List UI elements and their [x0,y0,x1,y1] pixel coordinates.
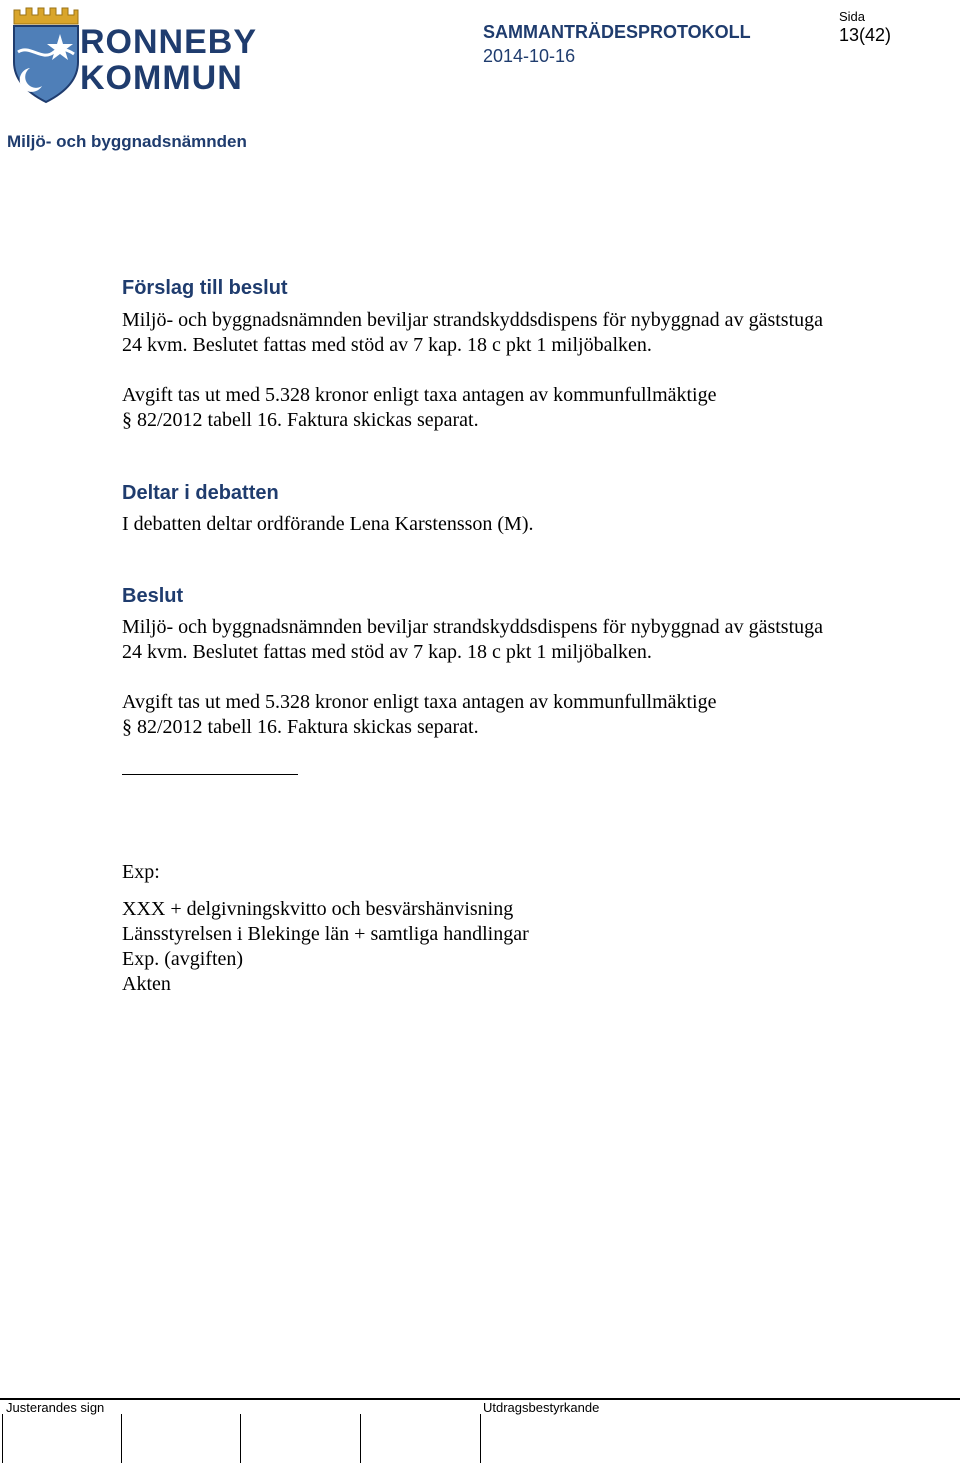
decision-fee-ref: § 82/2012 tabell 16. Faktura skickas separat. [122,716,479,738]
signature-box-divider [480,1414,481,1463]
signature-box-divider [121,1414,122,1463]
footer-rule [0,1398,960,1400]
signature-box-divider [240,1414,241,1463]
proposal-line: 24 kvm. Beslutet fattas med stöd av 7 kap. 18 c pkt 1 miljöbalken. [122,334,652,356]
department-name: Miljö- och byggnadsnämnden [7,132,247,151]
section-sign: § [122,716,132,738]
decision-fee-line: Avgift tas ut med 5.328 kronor enligt taxa antagen av kommunfullmäktige [122,691,717,713]
proposal-line: Miljö- och byggnadsnämnden beviljar strandskyddsdispens för nybyggnad av gäststuga [122,309,823,331]
document-date: 2014-10-16 [483,46,576,66]
separator-rule [122,774,298,775]
ronneby-kommun-logo [8,4,264,104]
document-title: SAMMANTRÄDESPROTOKOLL [483,22,751,42]
signature-box-divider [2,1414,3,1463]
proposal-fee-line: Avgift tas ut med 5.328 kronor enligt taxa antagen av kommunfullmäktige [122,384,717,406]
decision-line: Miljö- och byggnadsnämnden beviljar strandskyddsdispens för nybyggnad av gäststuga [122,616,823,638]
page-label: Sida [839,9,866,24]
logo-line-2: KOMMUN [80,59,243,97]
section-sign: § [122,409,132,431]
justerandes-sign-label: Justerandes sign [6,1400,105,1415]
proposal-heading: Förslag till beslut [122,277,288,299]
proposal-fee-ref: § 82/2012 tabell 16. Faktura skickas separat. [122,409,479,431]
decision-line: 24 kvm. Beslutet fattas med stöd av 7 kap. 18 c pkt 1 miljöbalken. [122,641,652,663]
coat-of-arms-icon [8,4,80,104]
decision-heading: Beslut [122,585,184,607]
utdragsbestyrkande-label: Utdragsbestyrkande [483,1400,600,1415]
debate-heading: Deltar i debatten [122,482,279,504]
logo-line-1: RONNEBY [80,23,258,61]
page-number: 13(42) [839,25,892,45]
exp-item: Exp. (avgiften) [122,948,244,970]
signature-box-divider [360,1414,361,1463]
exp-item: Länsstyrelsen i Blekinge län + samtliga handlingar [122,923,529,945]
exp-label: Exp: [122,861,160,883]
exp-item: Akten [122,973,171,995]
exp-item: XXX + delgivningskvitto och besvärshänvisning [122,898,514,920]
debate-line: I debatten deltar ordförande Lena Karstensson (M). [122,513,534,535]
logo-wordmark [80,24,257,96]
